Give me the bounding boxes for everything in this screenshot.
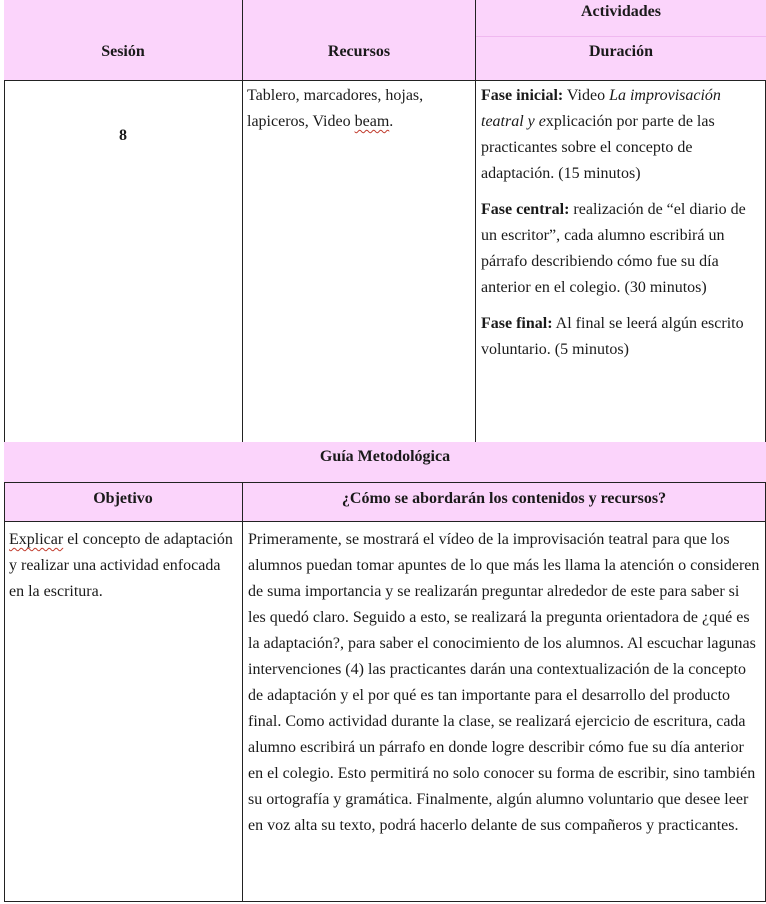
como-cell	[248, 527, 760, 839]
guide-border-left	[4, 482, 5, 902]
guide-border-mid	[242, 482, 243, 902]
fase-inicial-label: Fase inicial:	[481, 87, 564, 104]
fase-final-paragraph: Fase final: Al final se leerá algún escrito voluntario. (5 minutos)	[481, 315, 744, 358]
objetivo-flagged-word: Explicar	[9, 531, 64, 548]
actividades-header	[476, 0, 766, 24]
top-table-border-left	[4, 80, 5, 442]
top-table-border-col2	[475, 0, 476, 442]
session-number: 8	[119, 127, 127, 144]
objetivo-text: el concepto de adaptación y realizar una actividad enfocada en la escritura.	[9, 531, 233, 600]
como-text: Primeramente, se mostrará el vídeo de la improvisación teatral para que los alumnos puedan tomar apuntes de lo que más les llama la atención o consideren de suma importancia y se realizarán preguntar alrededor de este para saber si les quedó claro. Seguido a esto, se realizará la pregunta orientadora de ¿qué es la adaptación?, para saber el conocimiento de los alumnos. Al escuchar lagunas intervenciones (4) las practicantes darán una contextualización de la concepto de adaptación y el por qué es tan importante para el desarrollo del producto final. Como actividad durante la clase, se realizará ejercicio de escritura, cada alumno escribirá un párrafo en donde logre describir cómo fue su día anterior en el colegio. Esto permitirá no solo conocer su forma de escribir, sino también su ortografía y gramática. Finalmente, algún alumno voluntario que desee leer en voz alta su texto, podrá hacerlo delante de sus compañeros y practicantes.	[248, 531, 760, 834]
fase-central-label: Fase central:	[481, 201, 570, 218]
duracion-header: Duración	[589, 43, 653, 60]
sesion-header: Sesión	[101, 43, 145, 60]
objetivo-cell	[9, 527, 237, 605]
guide-border-bottom	[4, 901, 766, 902]
objetivo-header: Objetivo	[93, 490, 153, 507]
guide-header-bottom-border	[4, 521, 766, 522]
fase-central-paragraph: Fase central: realización de “el diario de un escritor”, cada alumno escribirá un párrafo describiendo cómo fue su día anterior en el colegio. (30 minutos)	[481, 201, 746, 296]
guide-border-top	[4, 482, 766, 483]
guia-title: Guía Metodológica	[319, 448, 451, 465]
recursos-flagged-word: beam	[354, 113, 390, 130]
fase-inicial-paragraph: Fase inicial: Video La improvisación teatral y explicación por parte de las practicantes sobre el concepto de adaptación. (15 minutos)	[481, 87, 721, 182]
actividades-divider	[476, 36, 766, 37]
session-number-cell	[4, 80, 242, 442]
recursos-text: Tablero, marcadores, hojas, lapiceros, Video	[247, 87, 424, 130]
recursos-text-end: .	[389, 113, 394, 130]
video-title: La improvisación teatral y e	[481, 87, 721, 130]
fase-final-label: Fase final:	[481, 315, 553, 332]
recursos-cell	[247, 83, 473, 135]
header-bottom-border	[4, 80, 766, 81]
duracion-cell	[481, 83, 762, 363]
actividades-label: Actividades	[581, 3, 661, 20]
como-header: ¿Cómo se abordarán los contenidos y recursos?	[341, 490, 667, 507]
top-table-border-col1	[242, 0, 243, 442]
recursos-header: Recursos	[327, 43, 391, 60]
guia-title-row	[4, 442, 766, 482]
